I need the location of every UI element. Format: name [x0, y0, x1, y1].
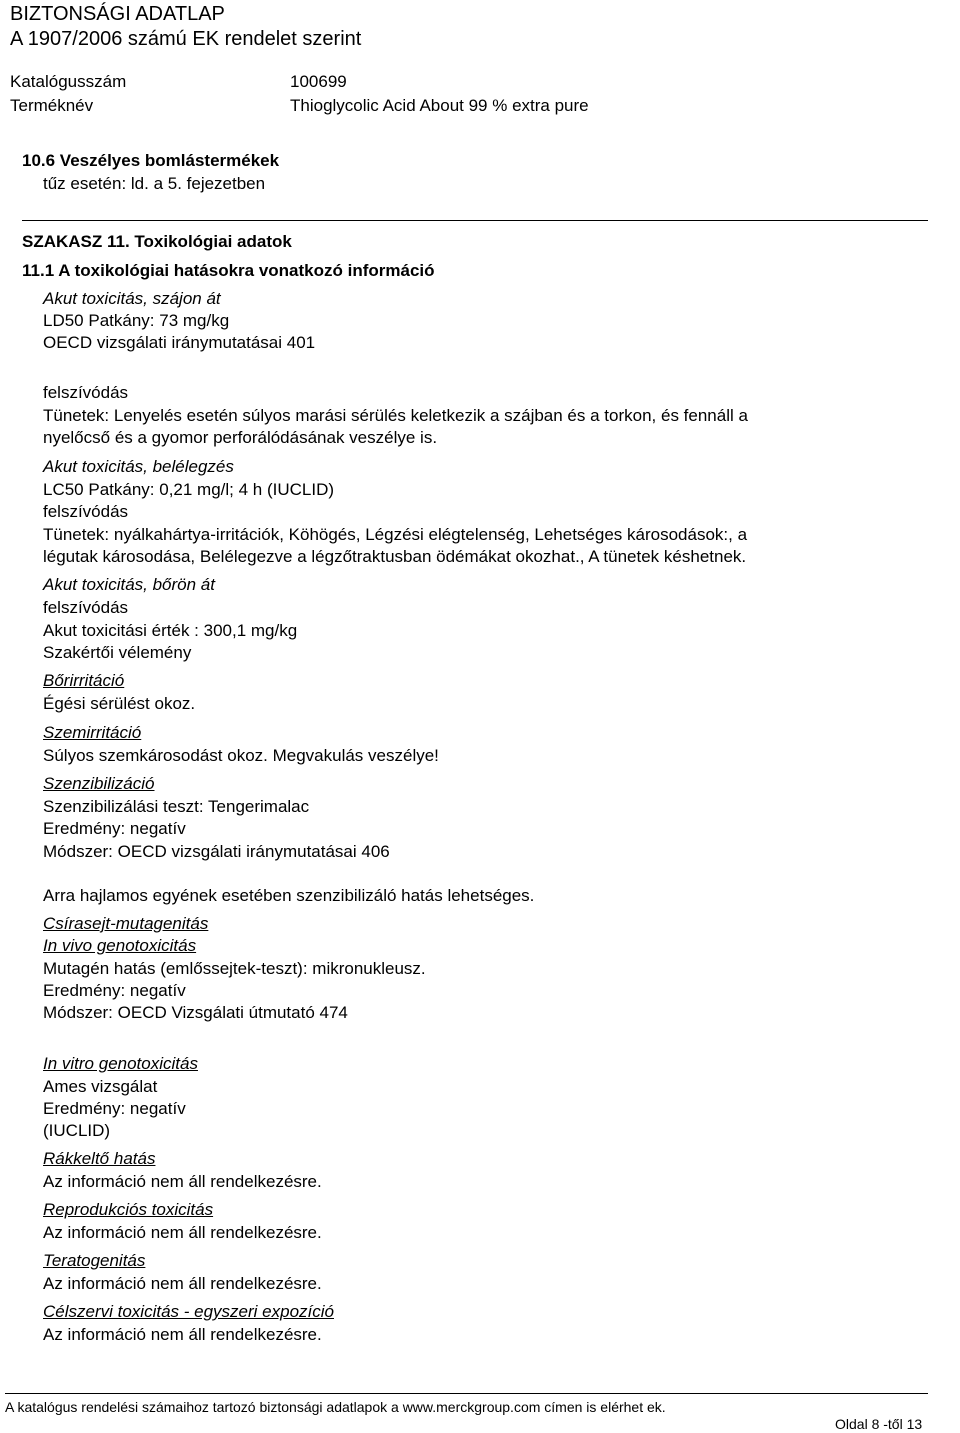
stot-single-text: Az információ nem áll rendelkezésre. [43, 1325, 322, 1344]
product-label: Terméknév [10, 96, 94, 115]
footer-note: A katalógus rendelési számaihoz tartozó biztonsági adatlapok a www.merckgroup.com címen is elérhet ek. [5, 1399, 666, 1415]
oral-toxicity-title: Akut toxicitás, szájon át [43, 289, 221, 308]
section-11-heading: SZAKASZ 11. Toxikológiai adatok [22, 232, 292, 251]
inhalation-lc50: LC50 Patkány: 0,21 mg/l; 4 h (IUCLID) [43, 480, 335, 499]
carcinogenicity-text: Az információ nem áll rendelkezésre. [43, 1172, 322, 1191]
inhalation-symptoms-line2: légutak károsodása, Belélegezve a légzőtraktusban ödémákat okozhat., A tünetek késhetnek. [43, 547, 747, 566]
catalog-label: Katalógusszám [10, 72, 127, 91]
stot-single-title: Célszervi toxicitás - egyszeri expozíció [43, 1302, 334, 1321]
oral-symptoms-line2: nyelőcső és a gyomor perforálódásának veszélye is. [43, 428, 438, 447]
in-vitro-test: Ames vizsgálat [43, 1077, 158, 1096]
in-vivo-test: Mutagén hatás (emlőssejtek-teszt): mikronukleusz. [43, 959, 426, 978]
document-title: BIZTONSÁGI ADATLAP [10, 3, 225, 25]
carcinogenicity-title: Rákkeltő hatás [43, 1149, 156, 1168]
skin-irritation-title: Bőrirritáció [43, 671, 125, 690]
section-divider [22, 220, 928, 221]
sensitization-method: Módszer: OECD vizsgálati iránymutatásai 406 [43, 842, 390, 861]
oral-ld50: LD50 Patkány: 73 mg/kg [43, 311, 230, 330]
dermal-expert-opinion: Szakértői vélemény [43, 643, 192, 662]
eye-irritation-text: Súlyos szemkárosodást okoz. Megvakulás veszélye! [43, 746, 439, 765]
dermal-value: Akut toxicitási érték : 300,1 mg/kg [43, 621, 298, 640]
oral-symptoms-line1: Tünetek: Lenyelés esetén súlyos marási sérülés keletkezik a szájban és a torkon, és fennáll a [43, 406, 748, 425]
reproductive-toxicity-title: Reprodukciós toxicitás [43, 1200, 214, 1219]
regulation-subtitle: A 1907/2006 számú EK rendelet szerint [10, 28, 362, 50]
section-11-1-heading: 11.1 A toxikológiai hatásokra vonatkozó információ [22, 261, 435, 280]
sensitization-note: Arra hajlamos egyének esetében szenzibilizáló hatás lehetséges. [43, 886, 535, 905]
product-value: Thioglycolic Acid About 99 % extra pure [290, 96, 589, 115]
inhalation-absorption: felszívódás [43, 502, 129, 521]
section-10-6-text: tűz esetén: ld. a 5. fejezetben [43, 174, 266, 193]
in-vivo-genotoxicity-title: In vivo genotoxicitás [43, 936, 197, 955]
page-number: Oldal 8 -től 13 [835, 1416, 923, 1432]
in-vivo-result: Eredmény: negatív [43, 981, 186, 1000]
teratogenicity-title: Teratogenitás [43, 1251, 146, 1270]
dermal-toxicity-title: Akut toxicitás, bőrön át [43, 575, 215, 594]
germ-cell-mutagenicity-title: Csírasejt-mutagenitás [43, 914, 209, 933]
in-vivo-method: Módszer: OECD Vizsgálati útmutató 474 [43, 1003, 348, 1022]
reproductive-toxicity-text: Az információ nem áll rendelkezésre. [43, 1223, 322, 1242]
catalog-value: 100699 [290, 72, 347, 91]
in-vitro-genotoxicity-title: In vitro genotoxicitás [43, 1054, 198, 1073]
sensitization-title: Szenzibilizáció [43, 774, 155, 793]
dermal-absorption: felszívódás [43, 598, 129, 617]
section-10-6-heading: 10.6 Veszélyes bomlástermékek [22, 151, 280, 170]
sensitization-test: Szenzibilizálási teszt: Tengerimalac [43, 797, 310, 816]
eye-irritation-title: Szemirritáció [43, 723, 142, 742]
in-vitro-source: (IUCLID) [43, 1121, 111, 1140]
oral-absorption: felszívódás [43, 383, 129, 402]
inhalation-toxicity-title: Akut toxicitás, belélegzés [43, 457, 234, 476]
skin-irritation-text: Égési sérülést okoz. [43, 694, 196, 713]
footer-divider [5, 1393, 928, 1394]
oral-oecd: OECD vizsgálati iránymutatásai 401 [43, 333, 316, 352]
teratogenicity-text: Az információ nem áll rendelkezésre. [43, 1274, 322, 1293]
inhalation-symptoms-line1: Tünetek: nyálkahártya-irritációk, Köhögés, Légzési elégtelenség, Lehetséges károsodások:, a [43, 525, 748, 544]
in-vitro-result: Eredmény: negatív [43, 1099, 186, 1118]
sensitization-result: Eredmény: negatív [43, 819, 186, 838]
